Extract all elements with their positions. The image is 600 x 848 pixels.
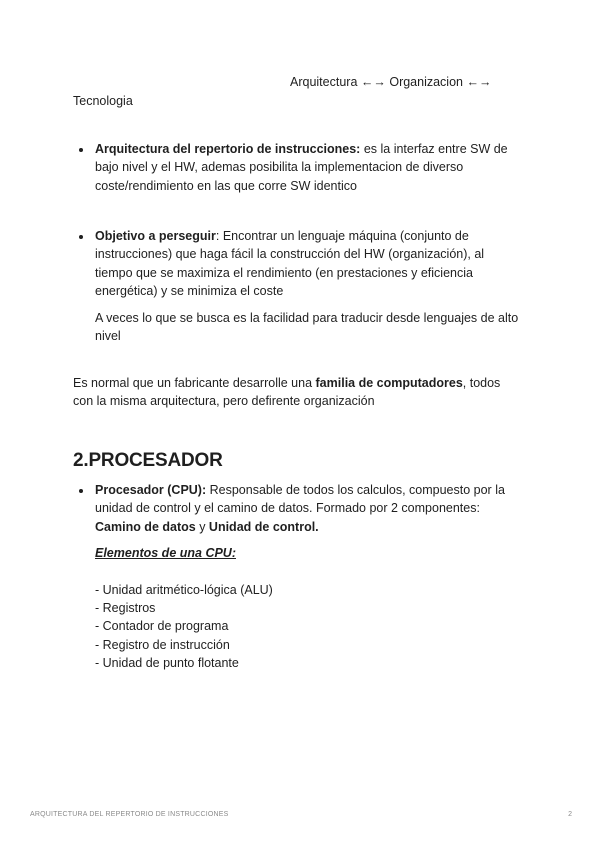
bullet-processor [73,481,523,673]
footer-page-number: 2 [568,811,572,818]
footer-title: ARQUITECTURA DEL REPERTORIO DE INSTRUCCIONES [30,811,229,818]
bullet-objective-text: : Encontrar un lenguaje máquina (conjunto de instrucciones) que haga fácil la construcción del HW (organización), al tiempo que se maximiza el rendimiento (en prestaciones y eficiencia energética) y se minimiza el coste [95,229,485,299]
cpu-element-item: - Contador de programa [95,619,229,634]
component-datapath: Camino de datos [95,519,196,534]
component-and: y [195,519,209,534]
cpu-element-item: - Unidad aritmético-lógica (ALU) [95,582,273,597]
component-control-unit: Unidad de control. [208,519,319,534]
family-paragraph [73,374,523,411]
isa-bullet-list [73,140,523,195]
bullet-objective [73,227,523,345]
header-line: Arquitectura ←→ Organizacion ←→ [290,75,492,89]
family-paragraph-end: , todos con la misma arquitectura, pero defirente organización [73,376,501,409]
cpu-element-item: - Registros [95,601,156,616]
bullet-objective-term: Objetivo a perseguir [95,229,216,243]
family-paragraph-bold: familia de computadores [315,376,463,390]
header-line-continuation: Tecnologia [73,94,133,108]
bullet-isa [73,140,523,195]
processor-bullet-list [73,481,523,673]
family-paragraph-start: Es normal que un fabricante desarrolle una [73,376,316,390]
bullet-isa-text: es la interfaz entre SW de bajo nivel y el HW, ademas posibilita la implementacion de diverso coste/rendimiento en las que corre SW identico [95,142,508,193]
bullet-processor-text: Responsable de todos los calculos, compuesto por la unidad de control y el camino de datos. Formado por 2 componentes: [95,483,505,516]
bullet-objective-note: A veces lo que se busca es la facilidad para traducir desde lenguajes de alto nivel [95,310,519,344]
section-heading: 2.PROCESADOR [73,450,223,471]
cpu-elements-list [95,581,523,673]
cpu-element-item: - Unidad de punto flotante [95,656,239,671]
cpu-elements-title: Elementos de una CPU: [95,546,236,561]
objective-bullet-list [73,227,523,345]
bullet-processor-term: Procesador (CPU): [95,483,207,497]
cpu-element-item: - Registro de instrucción [95,637,230,652]
bullet-isa-term: Arquitectura del repertorio de instrucciones: [95,142,361,156]
